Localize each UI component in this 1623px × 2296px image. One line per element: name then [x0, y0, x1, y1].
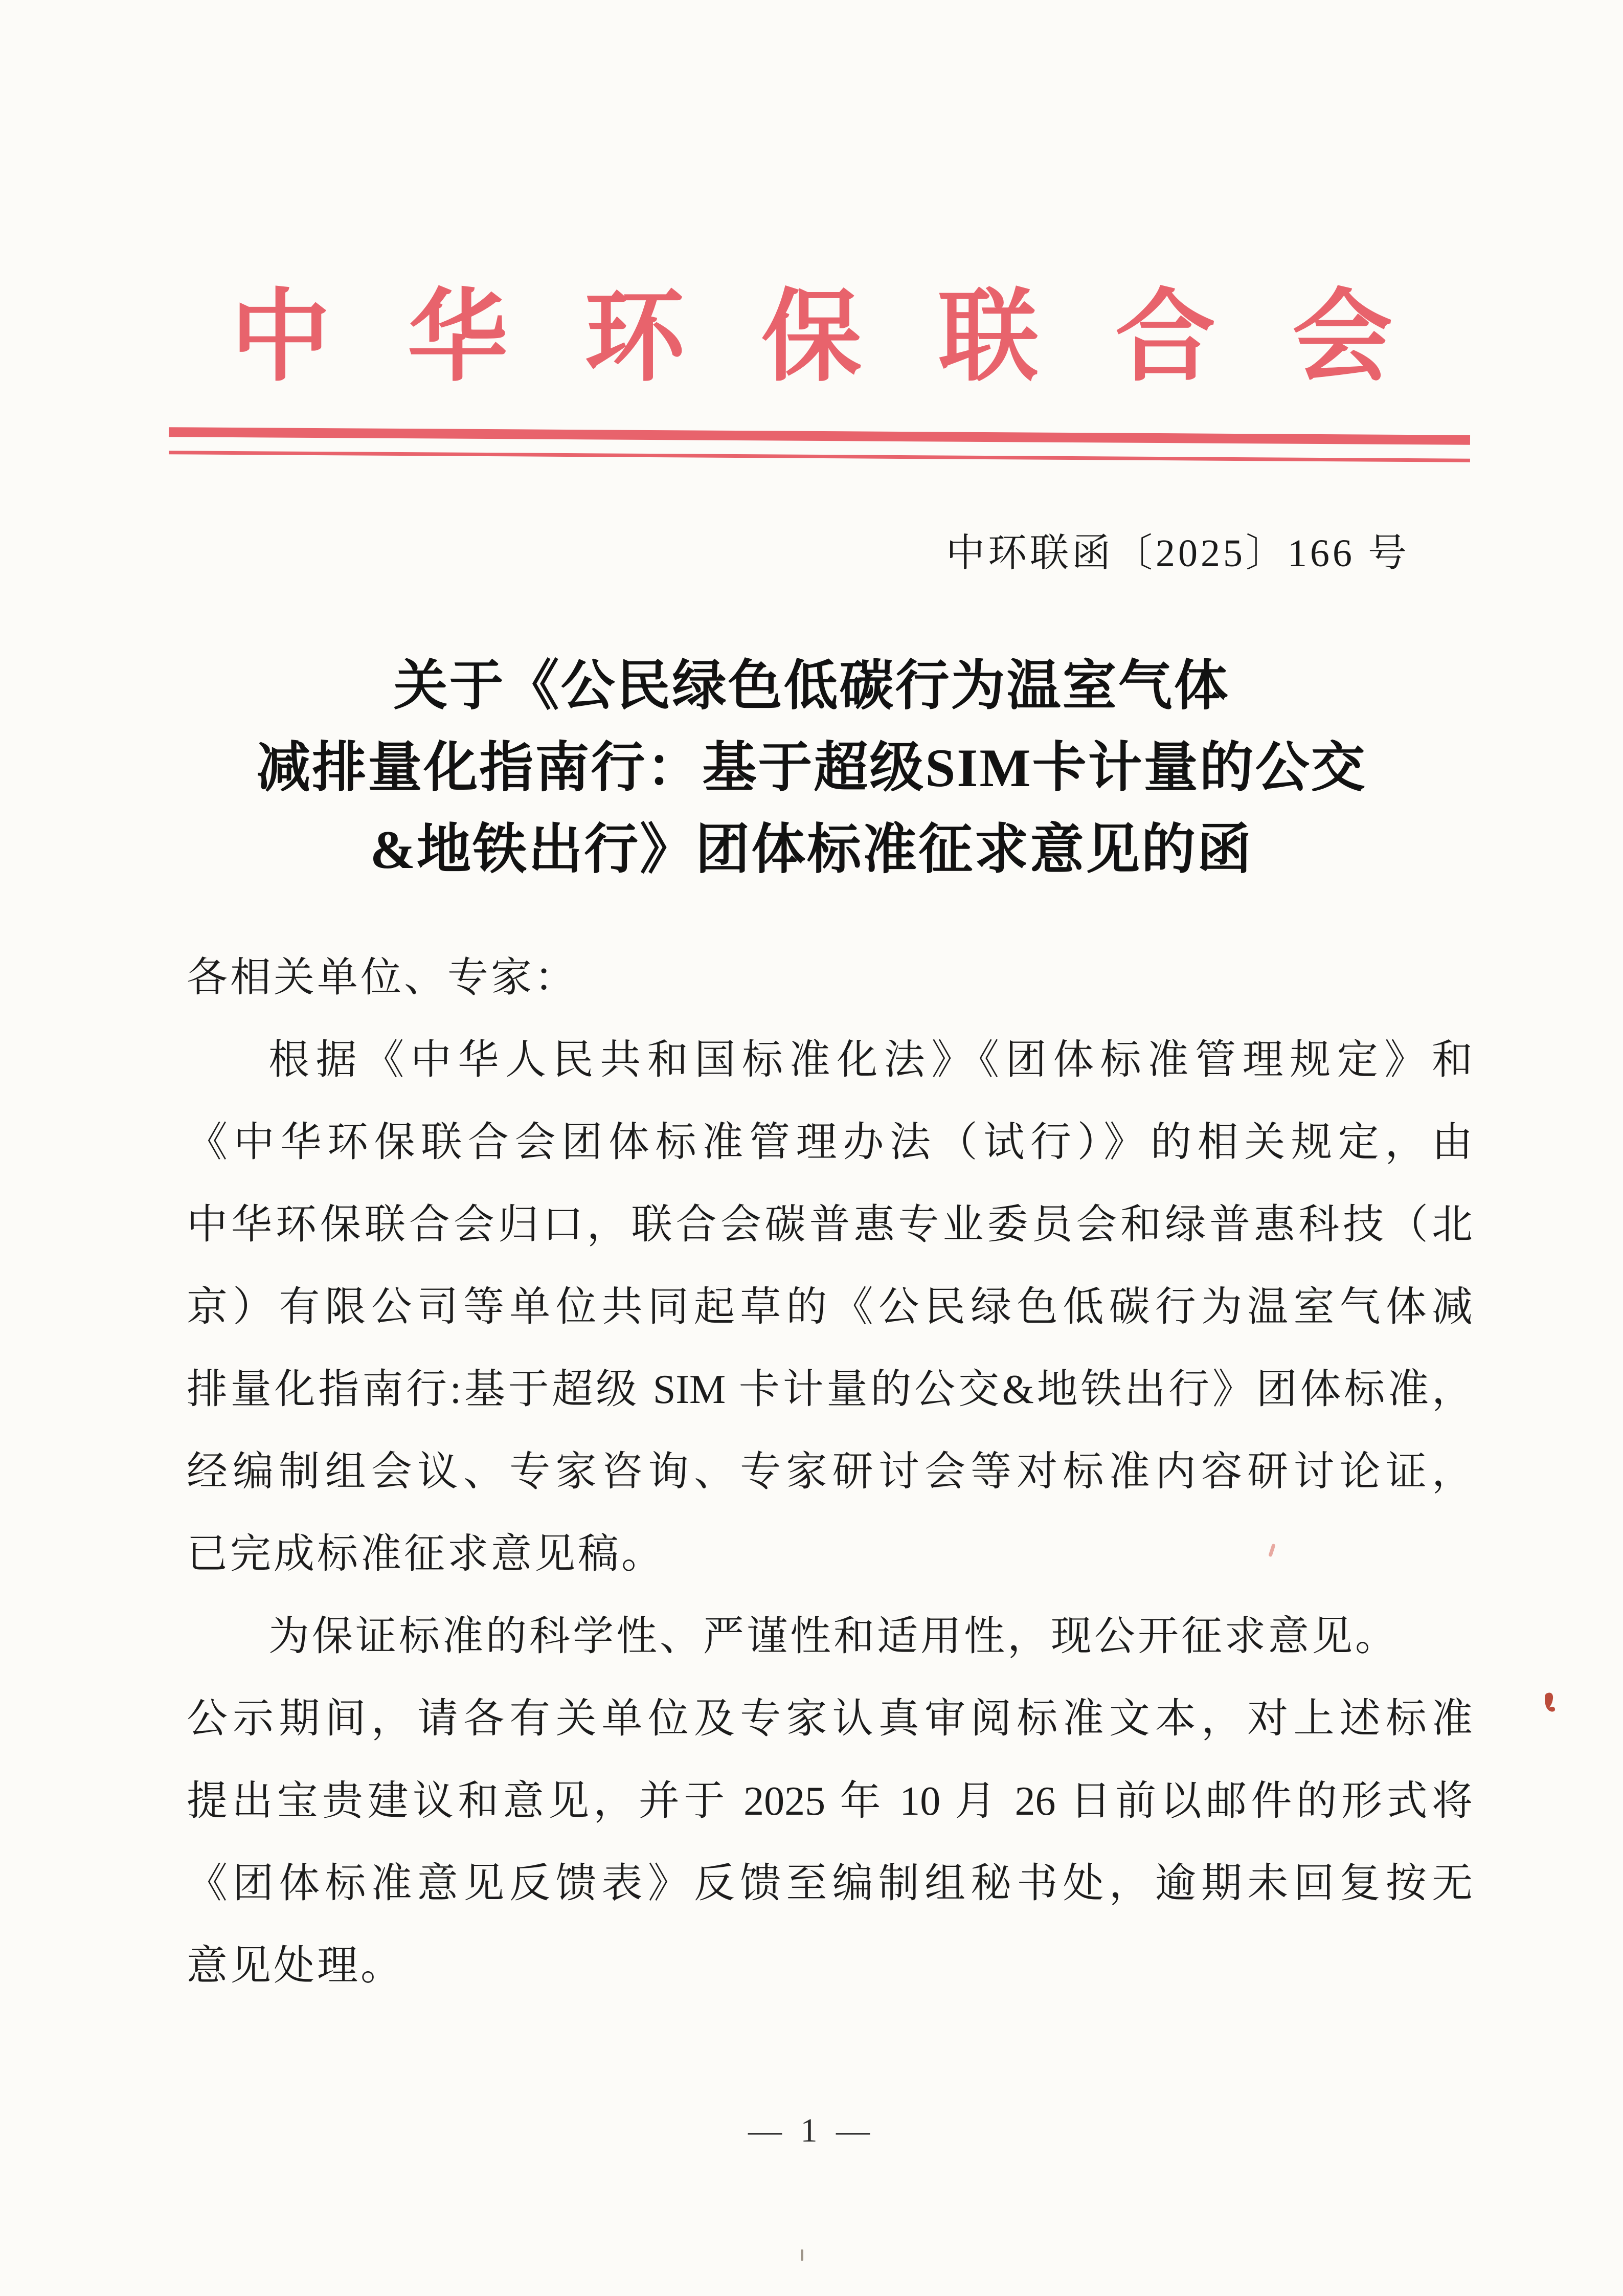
body-line: 公示期间，请各有关单位及专家认真审阅标准文本，对上述标准 [187, 1697, 1473, 1742]
body-salutation: 各相关单位、专家： [187, 955, 578, 1000]
body-line: 提出宝贵建议和意见，并于 2025 年 10 月 26 日前以邮件的形式将 [187, 1779, 1473, 1824]
body-line: 《团体标准意见反馈表》反馈至编制组秘书处，逾期未回复按无 [187, 1861, 1473, 1906]
letterhead-rule-thick [169, 427, 1470, 445]
letterhead-org-name: 中华环保联合会 [230, 282, 1469, 393]
body-line: 意见处理。 [187, 1944, 404, 1989]
title-line-1: 关于《公民绿色低碳行为温室气体 [393, 656, 1230, 716]
document-body [187, 937, 1473, 2008]
title-line-2: 减排量化指南行：基于超级SIM卡计量的公交 [256, 738, 1367, 798]
body-line: 根据《中华人民共和国标准化法》《团体标准管理规定》和 [268, 1038, 1473, 1083]
body-line: 京）有限公司等单位共同起草的《公民绿色低碳行为温室气体减 [187, 1285, 1473, 1330]
body-line: 《中华环保联合会团体标准管理办法（试行）》的相关规定，由 [187, 1120, 1473, 1165]
body-line: 中华环保联合会归口，联合会碳普惠专业委员会和绿普惠科技（北 [187, 1202, 1473, 1247]
doc-number: 中环联函〔2025〕166 号 [946, 532, 1410, 575]
page-number: — 1 — [748, 2112, 875, 2149]
letterhead-rule-thin [169, 451, 1470, 462]
document-title [0, 645, 1623, 891]
body-line: 为保证标准的科学性、严谨性和适用性，现公开征求意见。 [268, 1614, 1399, 1659]
scan-speck [801, 2249, 803, 2261]
red-ink-mark [1540, 1692, 1563, 1715]
title-line-3: &地铁出行》团体标准征求意见的函 [370, 820, 1253, 880]
body-line: 已完成标准征求意见稿。 [187, 1532, 665, 1577]
body-line: 排量化指南行:基于超级 SIM 卡计量的公交&地铁出行》团体标准， [187, 1367, 1473, 1412]
body-line: 经编制组会议、专家咨询、专家研讨会等对标准内容研讨论证， [187, 1450, 1473, 1495]
